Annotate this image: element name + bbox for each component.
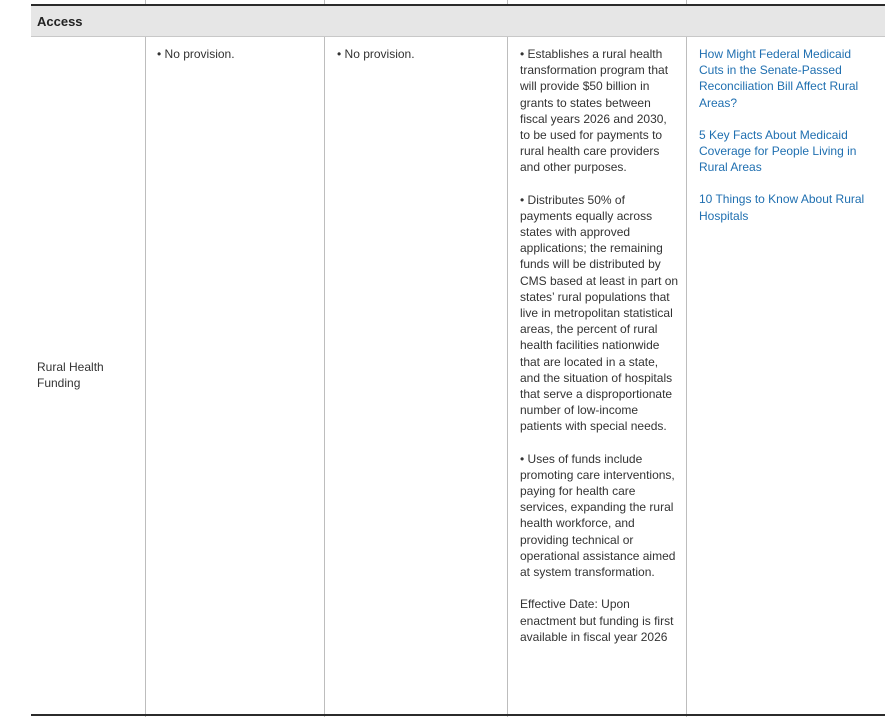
related-link[interactable]: How Might Federal Medicaid Cuts in the Senate-Passed Reconciliation Bill Affect Rural Areas? [699, 47, 859, 110]
provision-paragraph: • Uses of funds include promoting care interventions, paying for health care services, expanding the rural health workforce, and providing technical or operational assistance aimed at system transformation. [520, 451, 676, 580]
effective-date-paragraph: Effective Date: Upon enactment but funding is first available in fiscal year 2026 [520, 597, 674, 644]
provision-paragraph: • Distributes 50% of payments equally across states with approved applications; the remaining funds will be distributed by CMS based at least in part on states’ rural populations that live in metropolitan statistical areas, the percent of rural health facilities nationwide that are located in a state, and the situation of hospitals that serve a disproportionate number of low-income patients with special needs. [520, 192, 679, 434]
row-label: Rural Health Funding [37, 360, 104, 391]
related-link[interactable]: 10 Things to Know About Rural Hospitals [699, 192, 865, 223]
column-divider [686, 37, 687, 717]
provision-cell-col4 [520, 46, 680, 661]
provision-cell-col3: • No provision. [337, 47, 415, 61]
table-row [31, 37, 885, 717]
provision-cell-col2: • No provision. [157, 47, 235, 61]
related-link[interactable]: 5 Key Facts About Medicaid Coverage for People Living in Rural Areas [699, 127, 857, 175]
table-bottom-rule [31, 714, 885, 716]
section-header-row [31, 4, 885, 37]
section-title: Access [37, 14, 83, 29]
provision-paragraph: • Establishes a rural health transformation program that will provide $50 billion in grants to states between fiscal years 2026 and 2030, to be used for payments to rural health care providers and other purposes. [520, 47, 669, 175]
column-divider [145, 37, 146, 717]
column-divider [324, 37, 325, 717]
column-divider [507, 37, 508, 717]
related-links-cell [699, 46, 879, 240]
